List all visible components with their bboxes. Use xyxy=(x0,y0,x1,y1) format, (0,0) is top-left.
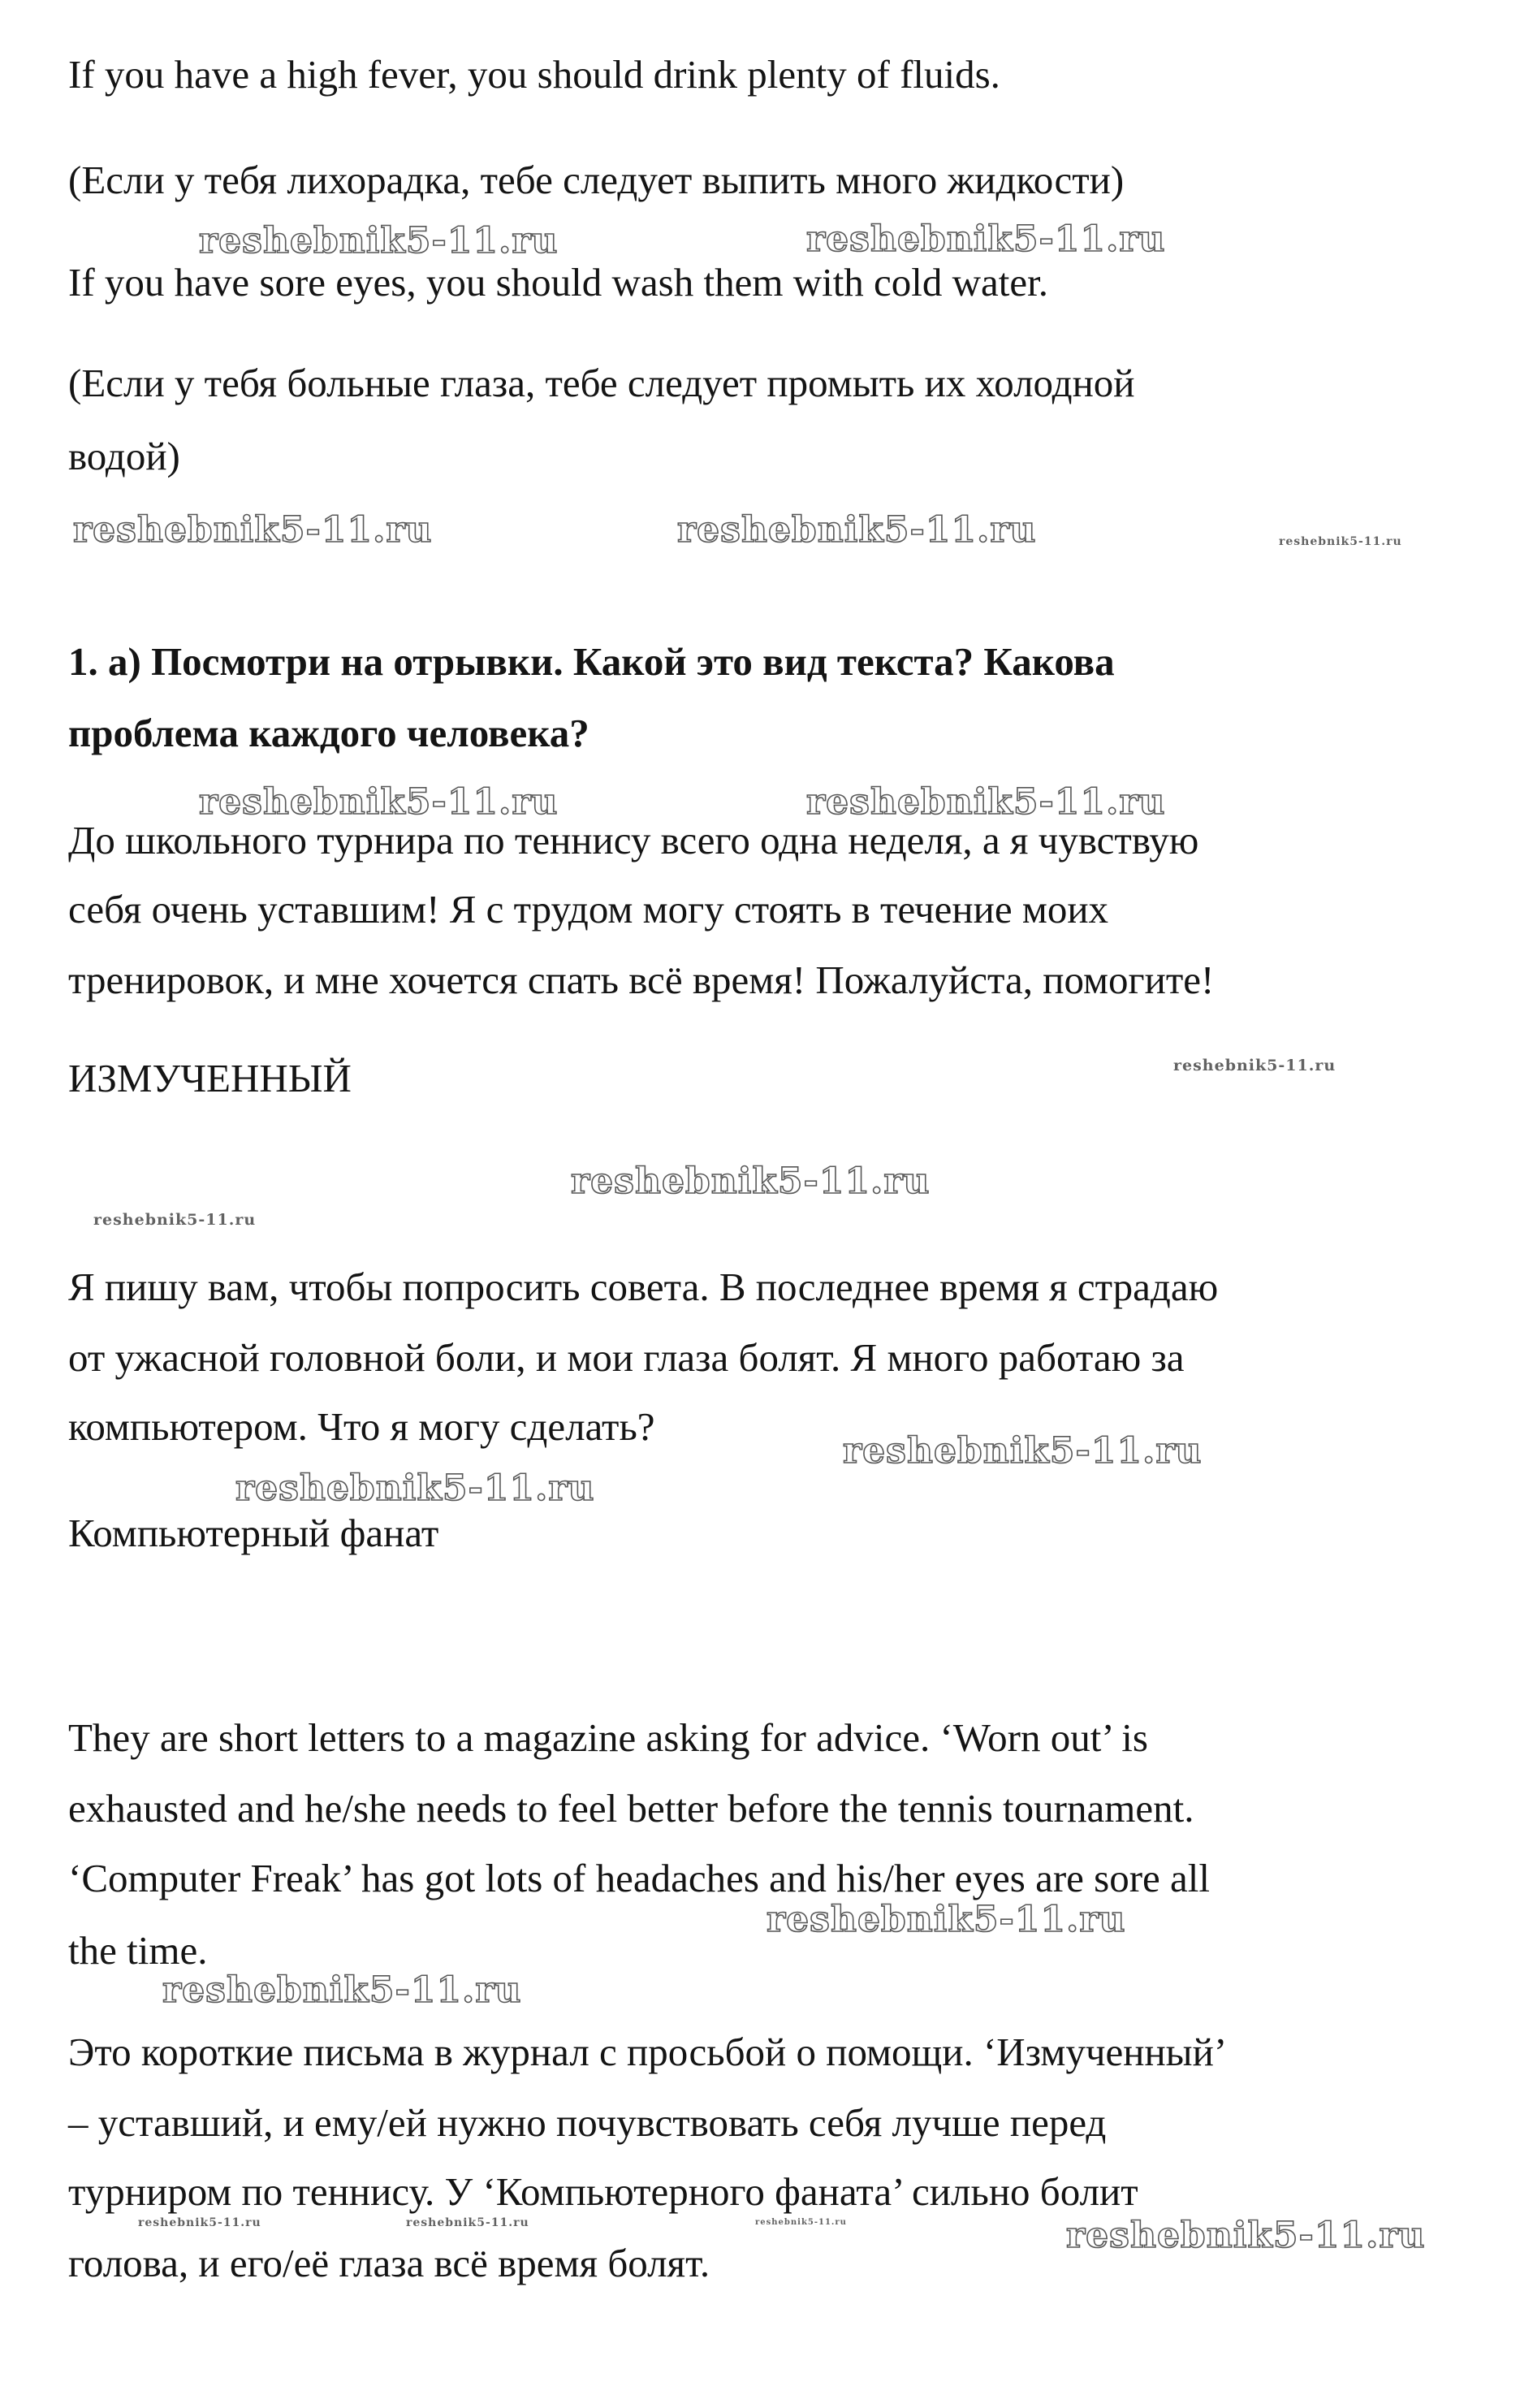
letter2-signature: Компьютерный фанат xyxy=(68,1511,439,1555)
letter1-line-1: До школьного турнира по теннису всего одна неделя, а я чувствую xyxy=(68,818,1199,862)
watermark: reshebnik5-11.ru xyxy=(1279,535,1402,548)
watermark: reshebnik5-11.ru xyxy=(406,2216,529,2229)
letter1-line-3: тренировок, и мне хочется спать всё время! Пожалуйста, помогите! xyxy=(68,958,1215,1002)
watermark: reshebnik5-11.ru xyxy=(1173,1057,1337,1074)
watermark: reshebnik5-11.ru xyxy=(235,1468,595,1509)
letter2-line-1: Я пишу вам, чтобы попросить совета. В последнее время я страдаю xyxy=(68,1265,1219,1309)
text-line-ru-fever: (Если у тебя лихорадка, тебе следует выпить много жидкости) xyxy=(68,158,1125,202)
answer-ru-line-3: турниром по теннису. У ‘Компьютерного фаната’ сильно болит xyxy=(68,2169,1138,2214)
task-heading-line-1: 1. a) Посмотри на отрывки. Какой это вид текста? Какова xyxy=(68,639,1115,684)
watermark: reshebnik5-11.ru xyxy=(93,1211,257,1229)
letter2-line-3: компьютером. Что я могу сделать? xyxy=(68,1404,655,1449)
answer-ru-line-1: Это короткие письма в журнал с просьбой о помощи. ‘Измученный’ xyxy=(68,2030,1228,2074)
answer-ru-line-2: – уставший, и ему/ей нужно почувствовать себя лучше перед xyxy=(68,2100,1107,2145)
text-line-en-eyes: If you have sore eyes, you should wash them with cold water. xyxy=(68,260,1049,305)
text-line-ru-eyes-1: (Если у тебя больные глаза, тебе следует промыть их холодной xyxy=(68,361,1135,405)
watermark: reshebnik5-11.ru xyxy=(138,2216,261,2229)
watermark: reshebnik5-11.ru xyxy=(73,509,433,551)
watermark: reshebnik5-11.ru xyxy=(755,2218,847,2227)
answer-ru-line-4: голова, и его/её глаза всё время болят. xyxy=(68,2241,710,2285)
letter1-signature: ИЗМУЧЕННЫЙ xyxy=(68,1056,352,1100)
letter2-line-2: от ужасной головной боли, и мои глаза болят. Я много работаю за xyxy=(68,1335,1185,1380)
watermark: reshebnik5-11.ru xyxy=(806,781,1166,823)
letter1-line-2: себя очень уставшим! Я с трудом могу стоять в течение моих xyxy=(68,887,1109,932)
watermark: reshebnik5-11.ru xyxy=(199,220,559,262)
text-line-ru-eyes-2: водой) xyxy=(68,434,180,478)
watermark: reshebnik5-11.ru xyxy=(162,1969,522,2011)
text-line-en-fever: If you have a high fever, you should drink plenty of fluids. xyxy=(68,52,1000,97)
watermark: reshebnik5-11.ru xyxy=(1066,2215,1426,2256)
answer-en-line-1: They are short letters to a magazine asking for advice. ‘Worn out’ is xyxy=(68,1715,1148,1760)
answer-en-line-4: the time. xyxy=(68,1928,208,1973)
watermark: reshebnik5-11.ru xyxy=(677,509,1037,551)
watermark: reshebnik5-11.ru xyxy=(766,1899,1126,1940)
watermark: reshebnik5-11.ru xyxy=(199,781,559,823)
task-heading-line-2: проблема каждого человека? xyxy=(68,711,589,755)
watermark: reshebnik5-11.ru xyxy=(843,1430,1203,1472)
watermark: reshebnik5-11.ru xyxy=(571,1161,931,1202)
watermark: reshebnik5-11.ru xyxy=(806,218,1166,260)
answer-en-line-2: exhausted and he/she needs to feel better before the tennis tournament. xyxy=(68,1786,1194,1831)
answer-en-line-3: ‘Computer Freak’ has got lots of headaches and his/her eyes are sore all xyxy=(68,1856,1210,1900)
